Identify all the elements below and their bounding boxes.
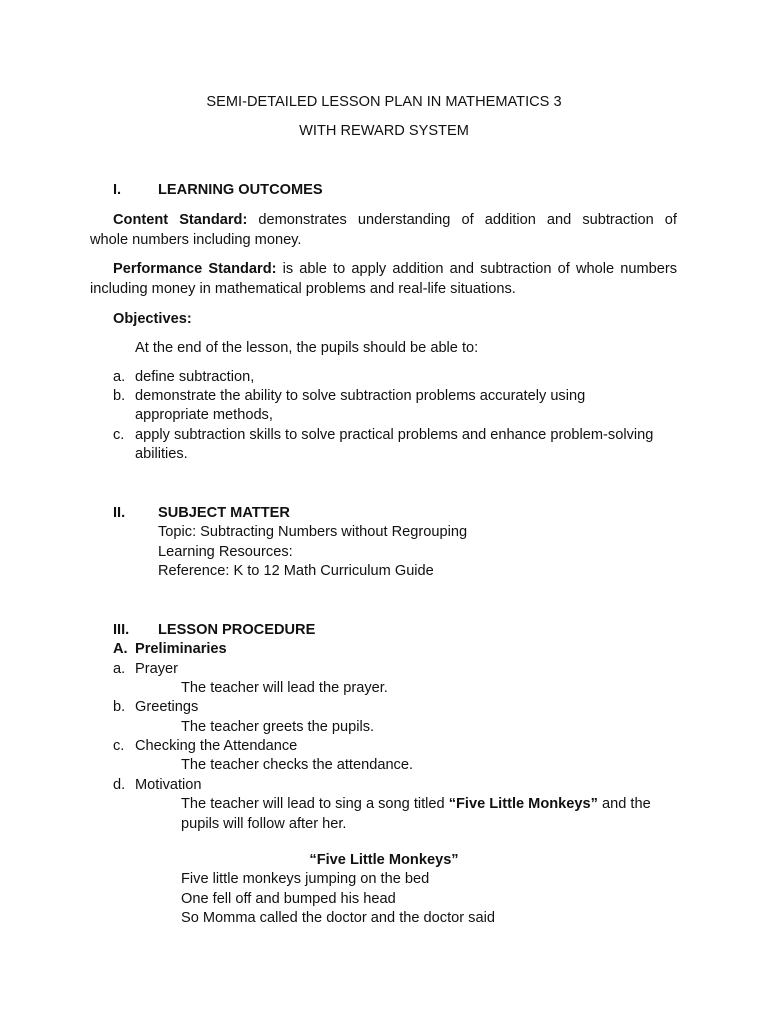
procedure-letter: b. bbox=[113, 699, 126, 715]
performance-standard-line2: including money in mathematical problems and real-life situations. bbox=[90, 281, 516, 297]
subject-topic: Topic: Subtracting Numbers without Regrouping bbox=[158, 524, 468, 540]
procedure-letter: c. bbox=[113, 738, 125, 754]
subsection-letter: A. bbox=[113, 641, 128, 657]
objective-text: define subtraction, bbox=[135, 369, 255, 385]
objective-letter: a. bbox=[113, 369, 126, 385]
section3-numeral: III. bbox=[113, 622, 130, 638]
objective-text: demonstrate the ability to solve subtraction problems accurately using bbox=[135, 388, 586, 404]
song-line: One fell off and bumped his head bbox=[181, 891, 396, 907]
performance-standard-line1 bbox=[90, 260, 677, 279]
procedure-label: Checking the Attendance bbox=[135, 738, 298, 754]
procedure-detail: The teacher checks the attendance. bbox=[181, 757, 414, 773]
motivation-line2: pupils will follow after her. bbox=[181, 816, 347, 832]
procedure-detail: The teacher greets the pupils. bbox=[181, 719, 375, 735]
subject-reference: Reference: K to 12 Math Curriculum Guide bbox=[158, 563, 434, 579]
motivation-post: and the bbox=[597, 796, 651, 812]
objective-text: apply subtraction skills to solve practical problems and enhance problem-solving bbox=[135, 427, 654, 443]
section2-numeral: II. bbox=[113, 505, 126, 521]
objective-letter: b. bbox=[113, 388, 126, 404]
content-standard-line2: whole numbers including money. bbox=[90, 232, 302, 248]
subsection-heading: Preliminaries bbox=[135, 641, 227, 657]
content-standard-line1 bbox=[90, 211, 677, 230]
procedure-label: Prayer bbox=[135, 661, 178, 677]
performance-standard-text: is able to apply addition and subtraction of whole numbers bbox=[282, 261, 677, 277]
procedure-letter: d. bbox=[113, 777, 126, 793]
procedure-label: Greetings bbox=[135, 699, 199, 715]
song-title: “Five Little Monkeys” bbox=[309, 852, 459, 868]
motivation-line1 bbox=[181, 795, 651, 814]
document-title-line2: WITH REWARD SYSTEM bbox=[299, 123, 469, 139]
content-standard-text: demonstrates understanding of addition and subtraction of bbox=[258, 212, 677, 228]
objectives-intro: At the end of the lesson, the pupils should be able to: bbox=[135, 340, 479, 356]
section3-heading: LESSON PROCEDURE bbox=[158, 622, 316, 638]
content-standard-label: Content Standard: bbox=[113, 212, 248, 228]
song-line: Five little monkeys jumping on the bed bbox=[181, 871, 430, 887]
motivation-pre: The teacher will lead to sing a song titled bbox=[181, 796, 449, 812]
song-line: So Momma called the doctor and the doctor said bbox=[181, 910, 495, 926]
objective-letter: c. bbox=[113, 427, 125, 443]
section2-heading: SUBJECT MATTER bbox=[158, 505, 290, 521]
procedure-detail: The teacher will lead the prayer. bbox=[181, 680, 388, 696]
objective-text-continued: appropriate methods, bbox=[135, 407, 273, 423]
document-title-line1: SEMI-DETAILED LESSON PLAN IN MATHEMATICS 3 bbox=[206, 94, 562, 110]
procedure-label: Motivation bbox=[135, 777, 202, 793]
learning-resources: Learning Resources: bbox=[158, 544, 293, 560]
procedure-letter: a. bbox=[113, 661, 126, 677]
objective-text-continued: abilities. bbox=[135, 446, 188, 462]
section1-heading: LEARNING OUTCOMES bbox=[158, 182, 323, 198]
section1-numeral: I. bbox=[113, 182, 122, 198]
motivation-song-title: “Five Little Monkeys” bbox=[448, 796, 598, 812]
objectives-label: Objectives: bbox=[113, 311, 192, 327]
performance-standard-label: Performance Standard: bbox=[113, 261, 277, 277]
